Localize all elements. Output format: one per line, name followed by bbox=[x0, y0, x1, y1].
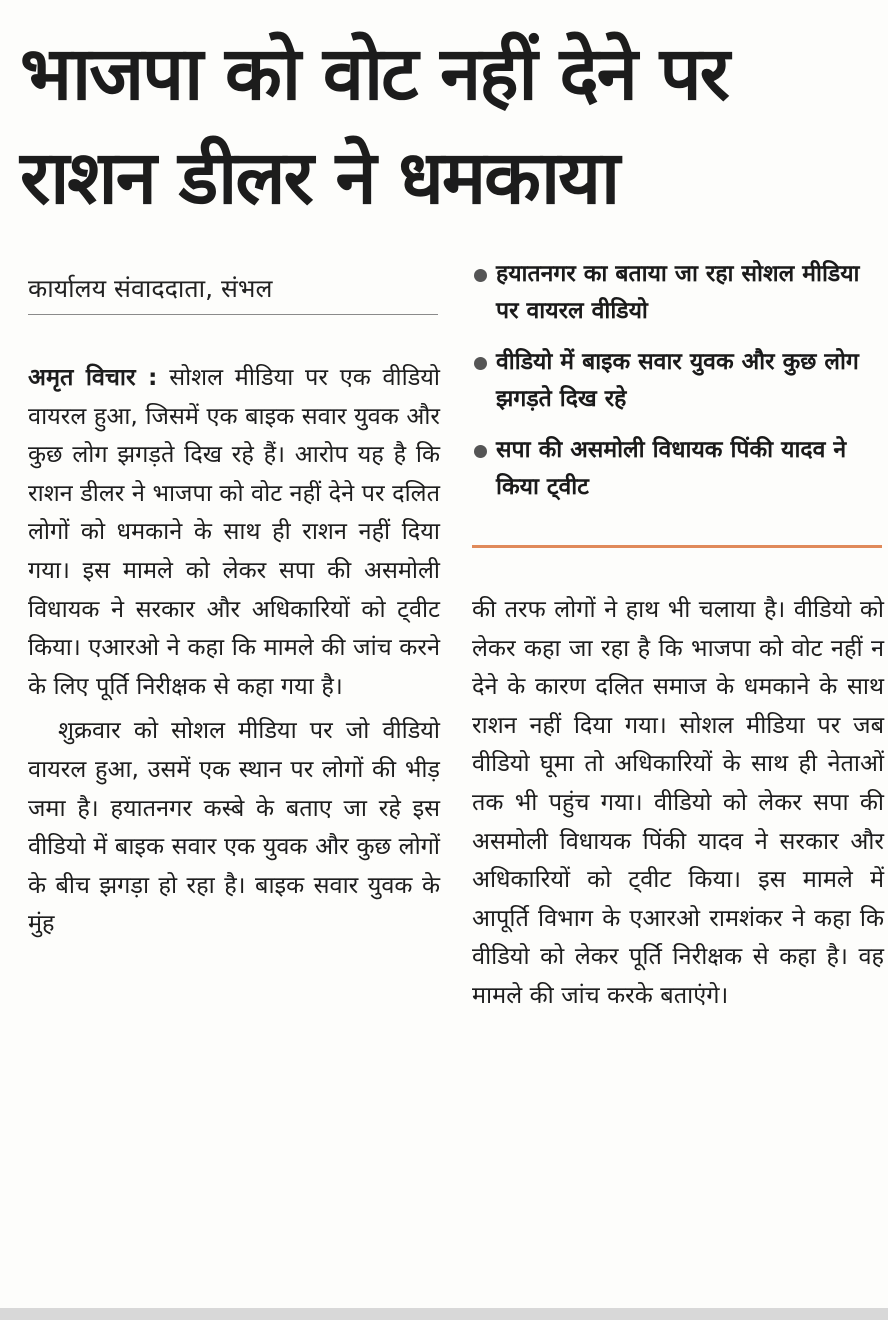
highlights-box bbox=[472, 256, 884, 520]
byline: कार्यालय संवाददाता, संभल bbox=[28, 274, 273, 303]
lead-label: अमृत विचार : bbox=[28, 363, 158, 391]
highlights-divider bbox=[472, 545, 882, 548]
highlight-text: वीडियो में बाइक सवार युवक और कुछ लोग झगड़ते दिख रहे bbox=[496, 349, 859, 412]
highlight-text: हयातनगर का बताया जा रहा सोशल मीडिया पर वायरल वीडियो bbox=[496, 261, 860, 324]
headline-line-1: भाजपा को वोट नहीं देने पर bbox=[20, 31, 728, 117]
highlight-item bbox=[472, 344, 884, 418]
highlight-item bbox=[472, 432, 884, 506]
bullet-icon bbox=[474, 357, 487, 370]
article-paragraph: की तरफ लोगों ने हाथ भी चलाया है। वीडियो को लेकर कहा जा रहा है कि भाजपा को वोट नहीं न देने के कारण दलित समाज के धमकाने के साथ राशन नहीं दिया गया। सोशल मीडिया पर जब वीडियो घूमा तो अधिकारियों के साथ ही नेताओं तक भी पहुंच गया। वीडियो को लेकर सपा की असमोली विधायक पिंकी यादव ने सरकार और अधिकारियों को ट्वीट किया। इस मामले में आपूर्ति विभाग के एआरओ रामशंकर ने कहा कि वीडियो को लेकर पूर्ति निरीक्षक से कहा है। वह मामले की जांच करके बताएंगे। bbox=[472, 595, 884, 1009]
article-paragraph bbox=[28, 358, 440, 705]
highlight-item bbox=[472, 256, 884, 330]
headline-line-2: राशन डीलर ने धमकाया bbox=[20, 135, 619, 221]
highlight-text: सपा की असमोली विधायक पिंकी यादव ने किया ट्वीट bbox=[496, 437, 847, 500]
bullet-icon bbox=[474, 269, 487, 282]
article-paragraph: शुक्रवार को सोशल मीडिया पर जो वीडियो वायरल हुआ, उसमें एक स्थान पर लोगों की भीड़ जमा है। हयातनगर कस्बे के बताए जा रहे इस वीडियो में बाइक सवार एक युवक और कुछ लोगों के बीच झगड़ा हो रहा है। बाइक सवार युवक के मुंह bbox=[28, 716, 440, 938]
bullet-icon bbox=[474, 445, 487, 458]
page-bottom-edge bbox=[0, 1308, 888, 1320]
article-column-2 bbox=[472, 590, 884, 1015]
article-column-1 bbox=[28, 358, 440, 943]
headline bbox=[20, 22, 870, 230]
paragraph-text: सोशल मीडिया पर एक वीडियो वायरल हुआ, जिसमें एक बाइक सवार युवक और कुछ लोग झगड़ते दिख रहे हैं। आरोप यह है कि राशन डीलर ने भाजपा को वोट नहीं देने पर दलित लोगों को धमकाने के साथ ही राशन नहीं दिया गया। इस मामले को लेकर सपा की असमोली विधायक ने सरकार और अधिकारियों को ट्वीट किया। एआरओ ने कहा कि मामले की जांच करने के लिए पूर्ति निरीक्षक से कहा गया है। bbox=[28, 363, 441, 700]
byline-divider bbox=[28, 314, 438, 315]
